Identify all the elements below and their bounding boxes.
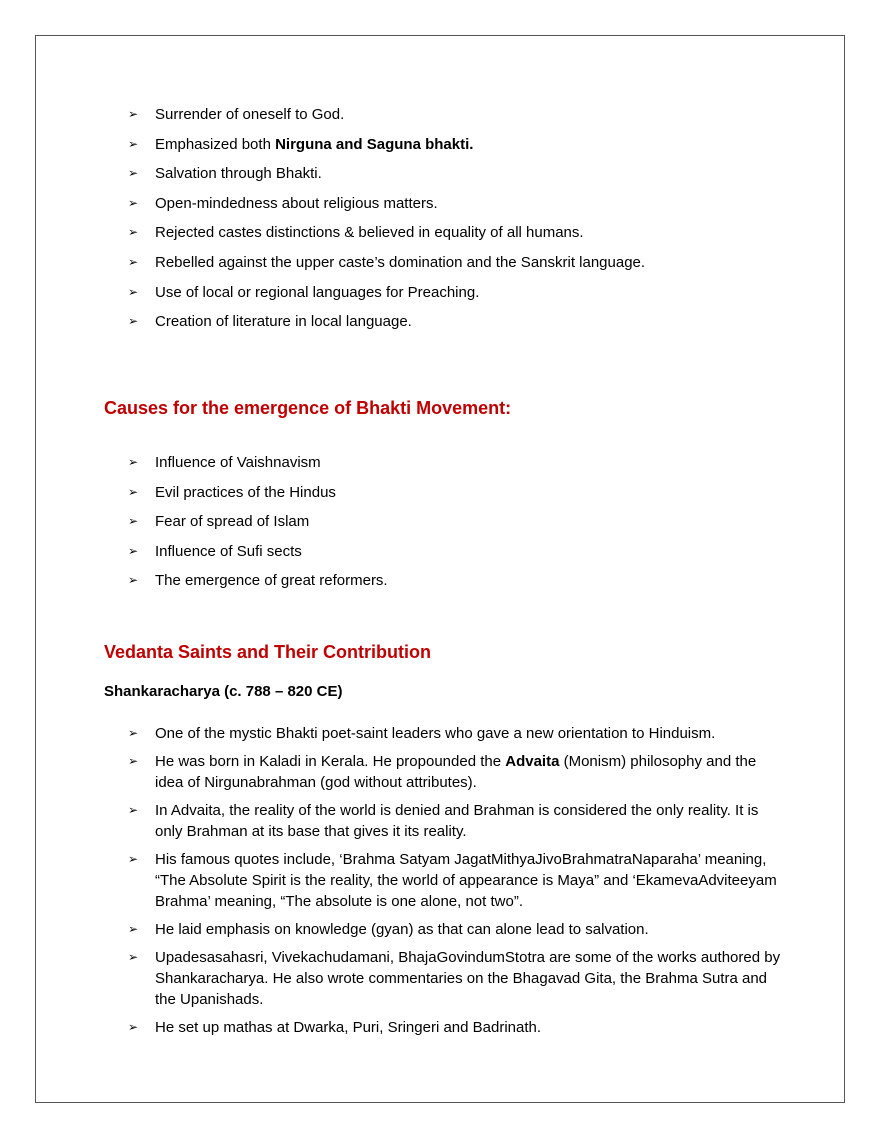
list-item: ➢ He set up mathas at Dwarka, Puri, Sringeri and Badrinath. <box>128 1019 542 1036</box>
arrow-bullet-icon: ➢ <box>128 754 139 768</box>
arrow-bullet-icon: ➢ <box>128 284 139 299</box>
list-item: ➢ Fear of spread of Islam <box>128 513 310 531</box>
arrow-bullet-icon: ➢ <box>128 314 139 329</box>
list-item: ➢ The emergence of great reformers. <box>128 572 388 590</box>
list-item: ➢ His famous quotes include, ‘Brahma Satyam JagatMithyaJivoBrahmatraNaparaha’ meaning, “The Absolute Spirit is the reality, the world of appearance is Maya” and ‘EkamevaAdviteeyam Brahma’ meaning, “The absolute is one alone, not two”. <box>128 851 777 910</box>
arrow-bullet-icon: ➢ <box>128 514 139 529</box>
list-item: ➢ Surrender of oneself to God. <box>128 106 345 123</box>
arrow-bullet-icon: ➢ <box>128 1020 139 1034</box>
list-item: ➢ Evil practices of the Hindus <box>128 483 336 501</box>
list-item: ➢ Upadesasahasri, Vivekachudamani, BhajaGovindumStotra are some of the works authored by Shankaracharya. He also wrote commentaries on the Bhagavad Gita, the Brahma Sutra and the Upanishads. <box>128 949 781 1008</box>
list-item: ➢ Emphasized both Nirguna and Saguna bhakti. <box>128 135 474 153</box>
arrow-bullet-icon: ➢ <box>128 254 139 269</box>
list-item: ➢ Rebelled against the upper caste’s domination and the Sanskrit language. <box>128 253 646 271</box>
arrow-bullet-icon: ➢ <box>128 107 139 121</box>
list-item: ➢ Rejected castes distinctions & believed in equality of all humans. <box>128 224 584 242</box>
list-item: ➢ Influence of Vaishnavism <box>128 454 321 471</box>
bhakti-features-list <box>104 104 645 341</box>
shankaracharya-list <box>104 723 784 1045</box>
arrow-bullet-icon: ➢ <box>128 852 139 866</box>
list-item: ➢ Open-mindedness about religious matters. <box>128 194 438 212</box>
arrow-bullet-icon: ➢ <box>128 803 139 817</box>
causes-list <box>104 452 388 600</box>
arrow-bullet-icon: ➢ <box>128 136 139 151</box>
shankaracharya-heading: Shankaracharya (c. 788 – 820 CE) <box>104 683 343 700</box>
arrow-bullet-icon: ➢ <box>128 484 139 499</box>
list-item: ➢ Creation of literature in local language. <box>128 313 412 331</box>
arrow-bullet-icon: ➢ <box>128 922 139 936</box>
list-item: ➢ In Advaita, the reality of the world is denied and Brahman is considered the only reality. It is only Brahman at its base that gives it its reality. <box>128 802 759 840</box>
arrow-bullet-icon: ➢ <box>128 573 139 588</box>
arrow-bullet-icon: ➢ <box>128 195 139 210</box>
vedanta-heading: Vedanta Saints and Their Contribution <box>104 642 432 662</box>
arrow-bullet-icon: ➢ <box>128 166 139 181</box>
list-item: ➢ He laid emphasis on knowledge (gyan) as that can alone lead to salvation. <box>128 921 649 938</box>
arrow-bullet-icon: ➢ <box>128 726 139 740</box>
causes-heading: Causes for the emergence of Bhakti Movement: <box>104 398 512 418</box>
list-item: ➢ Use of local or regional languages for Preaching. <box>128 283 480 301</box>
list-item: ➢ Salvation through Bhakti. <box>128 165 322 183</box>
list-item: ➢ He was born in Kaladi in Kerala. He propounded the Advaita (Monism) philosophy and the idea of Nirgunabrahman (god without attributes). <box>128 753 757 791</box>
arrow-bullet-icon: ➢ <box>128 455 139 469</box>
list-item: ➢ Influence of Sufi sects <box>128 542 302 560</box>
arrow-bullet-icon: ➢ <box>128 543 139 558</box>
arrow-bullet-icon: ➢ <box>128 950 139 964</box>
arrow-bullet-icon: ➢ <box>128 225 139 240</box>
list-item: ➢ One of the mystic Bhakti poet-saint leaders who gave a new orientation to Hinduism. <box>128 725 716 742</box>
